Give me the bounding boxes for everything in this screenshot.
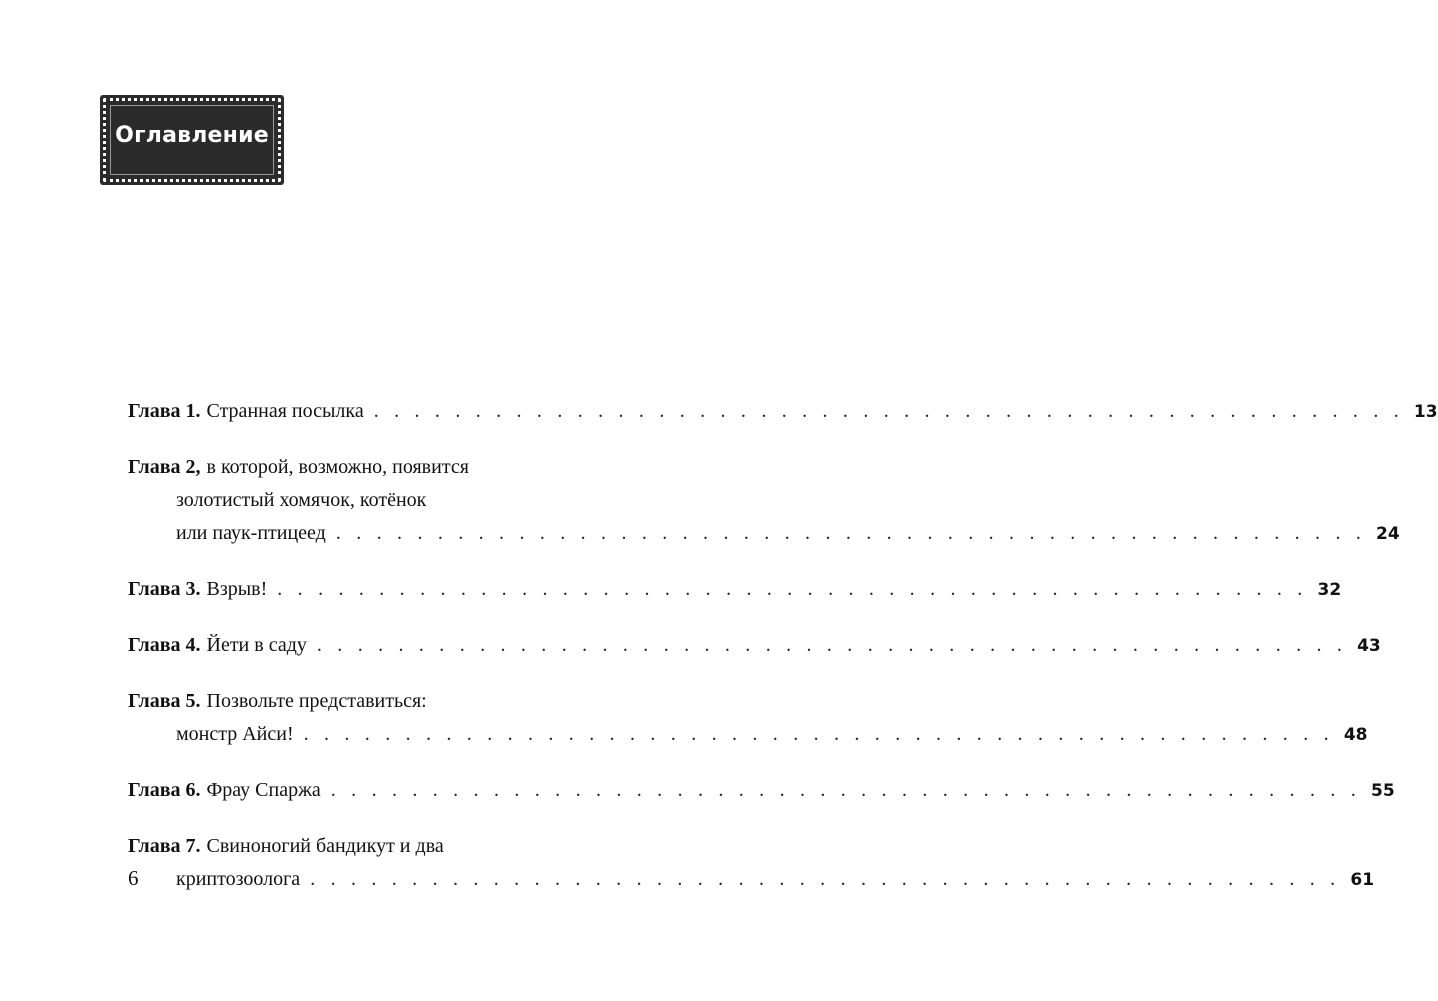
chapter-title: Взрыв! (206, 578, 268, 600)
chapter-label: Глава 1. (128, 400, 201, 422)
chapter-label: Глава 7. (128, 835, 201, 857)
page-number: 48 (1343, 725, 1368, 745)
toc-entry-1[interactable] (128, 395, 1438, 429)
chapter-title: Йети в саду (206, 634, 307, 656)
table-of-contents (128, 395, 1438, 919)
chapter-label: Глава 3. (128, 578, 201, 600)
chapter-title-continued: или паук-птицеед (176, 522, 326, 544)
chapter-title: Позвольте представиться: (206, 690, 427, 712)
page-number: 24 (1376, 524, 1400, 544)
toc-entry-6[interactable] (128, 774, 1395, 808)
page-number: 43 (1357, 636, 1381, 656)
chapter-label: Глава 5. (128, 690, 201, 712)
toc-heading: Оглавление (115, 123, 269, 148)
dot-leader: . . . . . . . . . . . . . . . . . . . . . . . . . . . . . . . . . . . . . . . . . . . . . . . . . . . (330, 779, 1361, 801)
dot-leader: . . . . . . . . . . . . . . . . . . . . . . . . . . . . . . . . . . . . . . . . . . . . . . . . . . . (277, 578, 1308, 600)
toc-heading-stamp (100, 95, 284, 185)
chapter-title: Фрау Спаржа (206, 779, 321, 801)
toc-entry-7[interactable] (128, 830, 1375, 897)
dot-leader: . . . . . . . . . . . . . . . . . . . . . . . . . . . . . . . . . . . . . . . . . . . . . . . . . . . (303, 723, 1334, 745)
toc-entry-3[interactable] (128, 573, 1342, 607)
dot-leader: . . . . . . . . . . . . . . . . . . . . . . . . . . . . . . . . . . . . . . . . . . . . . . . . . . . (310, 868, 1341, 890)
chapter-label: Глава 2, (128, 456, 201, 478)
folio-page-number: 6 (128, 866, 139, 890)
dot-leader: . . . . . . . . . . . . . . . . . . . . . . . . . . . . . . . . . . . . . . . . . . . . . . . . . . . (335, 522, 1367, 544)
chapter-title: в которой, возможно, появится (206, 456, 469, 478)
page-number: 55 (1370, 781, 1395, 801)
chapter-label: Глава 4. (128, 634, 201, 656)
toc-entry-2[interactable] (128, 451, 1400, 551)
chapter-label: Глава 6. (128, 779, 201, 801)
page-number: 13 (1413, 402, 1438, 422)
chapter-title: Свиноногий бандикут и два (206, 835, 444, 857)
chapter-title: Странная посылка (206, 400, 364, 422)
page-number: 61 (1350, 870, 1375, 890)
chapter-title-continued: золотистый хомячок, котёнок (176, 489, 427, 511)
chapter-title-continued: криптозоолога (176, 868, 301, 890)
dot-leader: . . . . . . . . . . . . . . . . . . . . . . . . . . . . . . . . . . . . . . . . . . . . . . . . . . . (373, 400, 1404, 422)
toc-entry-4[interactable] (128, 629, 1381, 663)
chapter-title-continued: монстр Айси! (176, 723, 294, 745)
dot-leader: . . . . . . . . . . . . . . . . . . . . . . . . . . . . . . . . . . . . . . . . . . . . . . . . . . . (316, 634, 1348, 656)
page-number: 32 (1317, 580, 1342, 600)
toc-entry-5[interactable] (128, 685, 1368, 752)
